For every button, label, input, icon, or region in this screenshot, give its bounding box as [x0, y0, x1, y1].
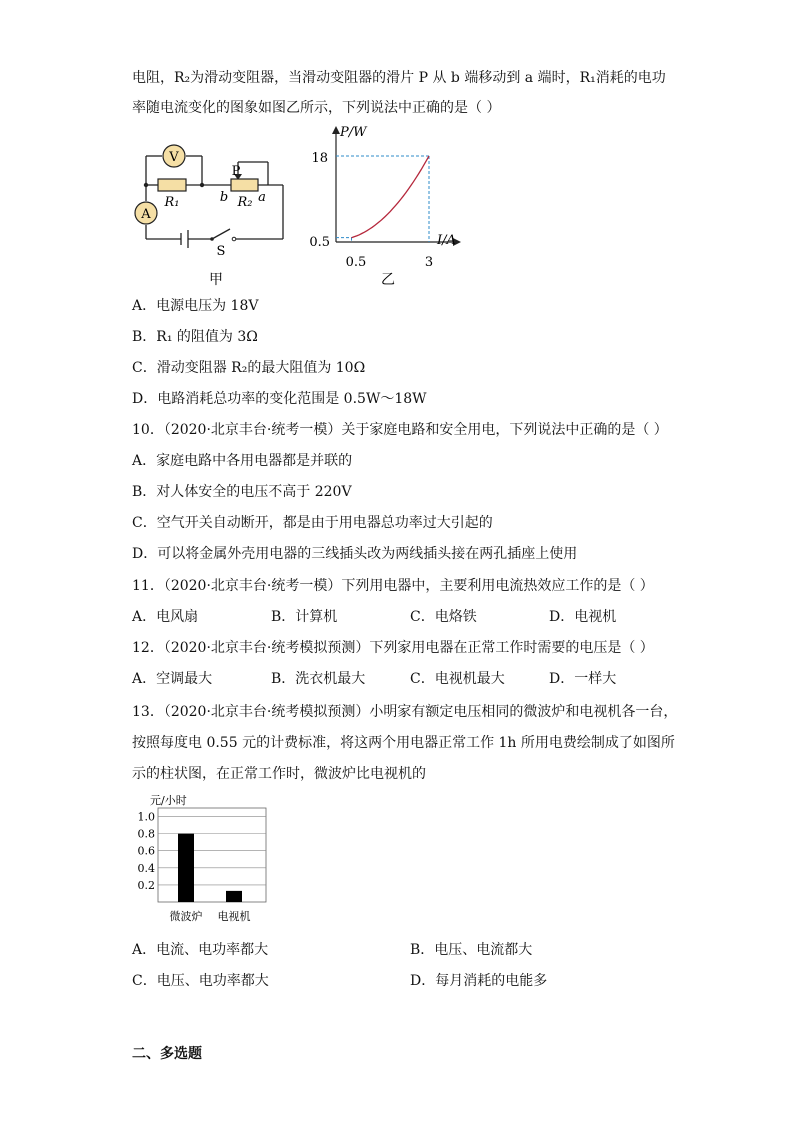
question-10-option-a: A．家庭电路中各用电器都是并联的 [132, 453, 353, 469]
question-9-option-d: D．电路消耗总功率的变化范围是 0.5W～18W [132, 391, 427, 407]
x-tick-label: 0.5 [345, 255, 367, 270]
bar-1 [226, 891, 242, 902]
question-9-option-b: B．R₁ 的阻值为 3Ω [132, 329, 258, 345]
question-11-stem: 11．（2020·北京丰台·统考一模）下列用电器中，主要利用电流热效应工作的是（ ） [132, 578, 654, 594]
ammeter-label: A [141, 207, 151, 222]
circuit-caption: 甲 [209, 272, 223, 288]
bar-chart-y-tick: 1.0 [137, 810, 155, 824]
question-12-option-d: D．一样大 [549, 671, 617, 687]
r1-label: R₁ [164, 195, 180, 210]
question-13-option-c: C．电压、电功率都大 [132, 973, 269, 989]
end-a-label: a [258, 190, 266, 205]
slider-label: P [231, 164, 241, 179]
question-9-stem-line-2: 率随电流变化的图象如图乙所示，下列说法中正确的是（ ） [132, 100, 501, 116]
bar-chart-y-label: 元/小时 [150, 794, 187, 807]
switch-label: S [216, 244, 226, 259]
question-9-stem-line-1: 电阻，R₂为滑动变阻器，当滑动变阻器的滑片 P 从 b 端移动到 a 端时，R₁消耗的电功 [132, 70, 666, 86]
power-curve [352, 156, 430, 238]
y-tick-label: 18 [311, 151, 328, 166]
graph-caption: 乙 [381, 272, 395, 288]
bar-chart-frame [158, 808, 266, 902]
r2-label: R₂ [237, 195, 253, 210]
x-tick-label: 3 [424, 255, 434, 270]
question-11-option-a: A．电风扇 [132, 609, 199, 625]
bar-chart-y-tick: 0.2 [137, 878, 155, 892]
bar-chart-y-tick: 0.8 [137, 827, 155, 841]
y-axis-label: P/W [340, 125, 367, 140]
bar-chart [128, 788, 278, 936]
question-13-stem-line-1: 13．（2020·北京丰台·统考模拟预测）小明家有额定电压相同的微波炉和电视机各一台， [132, 704, 678, 720]
voltmeter-label: V [169, 150, 179, 165]
question-9-option-a: A．电源电压为 18V [132, 298, 259, 314]
question-12-stem: 12．（2020·北京丰台·统考模拟预测）下列家用电器在正常工作时需要的电压是（ ） [132, 640, 654, 656]
question-11-option-c: C．电烙铁 [410, 609, 477, 625]
question-11-option-d: D．电视机 [549, 609, 617, 625]
question-12-option-b: B．洗衣机最大 [271, 671, 366, 687]
question-12-option-c: C．电视机最大 [410, 671, 505, 687]
question-10-option-b: B．对人体安全的电压不高于 220V [132, 484, 352, 500]
bar-category-label: 微波炉 [169, 910, 203, 923]
end-b-label: b [219, 190, 229, 205]
question-13-option-d: D．每月消耗的电能多 [410, 973, 548, 989]
bar-0 [178, 834, 194, 902]
question-10-option-c: C．空气开关自动断开，都是由于用电器总功率过大引起的 [132, 515, 493, 531]
question-13-stem-line-3: 示的柱状图，在正常工作时，微波炉比电视机的 [132, 766, 426, 782]
question-10-option-d: D．可以将金属外壳用电器的三线插头改为两线插头接在两孔插座上使用 [132, 546, 578, 562]
bar-chart-y-tick: 0.4 [137, 861, 155, 875]
bar-category-label: 电视机 [217, 910, 251, 923]
question-9-option-c: C．滑动变阻器 R₂的最大阻值为 10Ω [132, 360, 366, 376]
question-12-option-a: A．空调最大 [132, 671, 213, 687]
section-title: 二、多选题 [132, 1046, 202, 1062]
question-13-option-a: A．电流、电功率都大 [132, 942, 269, 958]
power-graph [300, 118, 475, 294]
question-10-stem: 10．（2020·北京丰台·统考一模）关于家庭电路和安全用电，下列说法中正确的是（ ） [132, 422, 668, 438]
x-axis-label: I/A [437, 233, 456, 248]
question-11-option-b: B．计算机 [271, 609, 338, 625]
y-tick-label: 0.5 [309, 235, 330, 250]
question-13-option-b: B．电压、电流都大 [410, 942, 533, 958]
bar-chart-y-tick: 0.6 [137, 844, 155, 858]
question-13-stem-line-2: 按照每度电 0.55 元的计费标准，将这两个用电器正常工作 1h 所用电费绘制成了如图所 [132, 735, 675, 751]
circuit-diagram [128, 132, 298, 292]
